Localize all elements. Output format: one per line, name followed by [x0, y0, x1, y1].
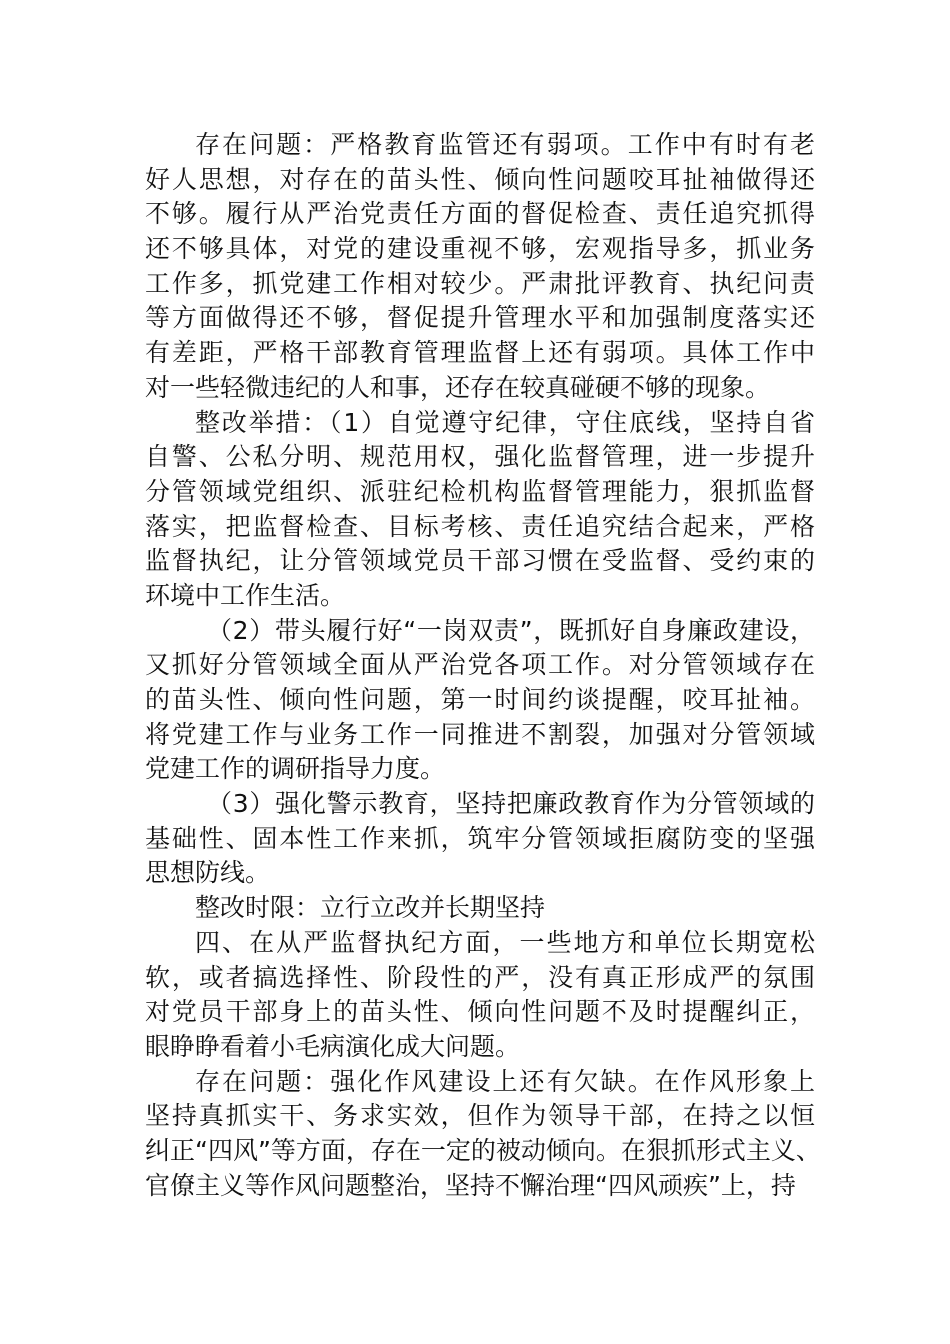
text-line: 思想防线。 [145, 858, 271, 888]
text-line: 自警、公私分明、规范用权，强化监督管理，进一步提升 [145, 442, 815, 472]
text-line: 软，或者搞选择性、阶段性的严，没有真正形成严的氛围 [145, 962, 815, 992]
text-line: 存在问题：强化作风建设上还有欠缺。在作风形象上 [195, 1066, 815, 1096]
text-line: （2）带头履行好“一岗双责”，既抓好自身廉政建设， [207, 615, 815, 645]
text-line: 分管领域党组织、派驻纪检机构监督管理能力，狠抓监督 [145, 476, 815, 506]
paragraph-measure-2 [145, 614, 815, 787]
text-line: （3）强化警示教育，坚持把廉政教育作为分管领域的 [207, 789, 815, 819]
text-line: 党建工作的调研指导力度。 [145, 754, 446, 784]
text-line: 对一些轻微违纪的人和事，还存在较真碰硬不够的现象。 [145, 372, 771, 402]
paragraph-measure-1 [145, 406, 815, 614]
text-line: 存在问题：严格教育监管还有弱项。工作中有时有老 [195, 130, 815, 159]
paragraph-section-4 [145, 926, 815, 1065]
text-line: 有差距，严格干部教育管理监督上还有弱项。具体工作中 [145, 338, 815, 368]
paragraph-measure-3 [145, 787, 815, 891]
text-line: 官僚主义等作风问题整治，坚持不懈治理“四风顽疾”上，持 [145, 1170, 796, 1200]
paragraph-problem-2 [145, 1065, 821, 1204]
text-line: 整改时限：立行立改并长期坚持 [195, 893, 546, 923]
document-body [145, 128, 821, 1203]
paragraph-problem-1 [145, 128, 815, 406]
text-line: 的苗头性、倾向性问题，第一时间约谈提醒，咬耳扯袖。 [145, 685, 815, 714]
text-line: 又抓好分管领域全面从严治党各项工作。对分管领域存在 [145, 650, 815, 680]
text-line: 将党建工作与业务工作一同推进不割裂，加强对分管领域 [145, 719, 815, 749]
text-line: 环境中工作生活。 [145, 580, 346, 610]
text-line: 不够。履行从严治党责任方面的督促检查、责任追究抓得 [145, 199, 815, 229]
text-line: 纠正“四风”等方面，存在一定的被动倾向。在狠抓形式主义、 [145, 1135, 821, 1165]
text-line: 监督执纪，让分管领域党员干部习惯在受监督、受约束的 [145, 546, 815, 576]
text-line: 等方面做得还不够，督促提升管理水平和加强制度落实还 [145, 303, 815, 333]
text-line: 还不够具体，对党的建设重视不够，宏观指导多，抓业务 [145, 234, 815, 264]
paragraph-deadline [145, 891, 815, 926]
text-line: 对党员干部身上的苗头性、倾向性问题不及时提醒纠正， [145, 997, 815, 1027]
text-line: 眼睁睁看着小毛病演化成大问题。 [145, 1031, 521, 1061]
text-line: 基础性、固本性工作来抓，筑牢分管领域拒腐防变的坚强 [145, 823, 815, 853]
text-line: 工作多，抓党建工作相对较少。严肃批评教育、执纪问责 [145, 268, 815, 298]
text-line: 坚持真抓实干、务求实效，但作为领导干部，在持之以恒 [145, 1101, 815, 1131]
text-line: 落实，把监督检查、目标考核、责任追究结合起来，严格 [145, 511, 815, 541]
text-line: 好人思想，对存在的苗头性、倾向性问题咬耳扯袖做得还 [145, 164, 815, 194]
text-line: 四、在从严监督执纪方面，一些地方和单位长期宽松 [195, 927, 815, 957]
text-line: 整改举措：（1）自觉遵守纪律，守住底线，坚持自省 [195, 407, 815, 437]
